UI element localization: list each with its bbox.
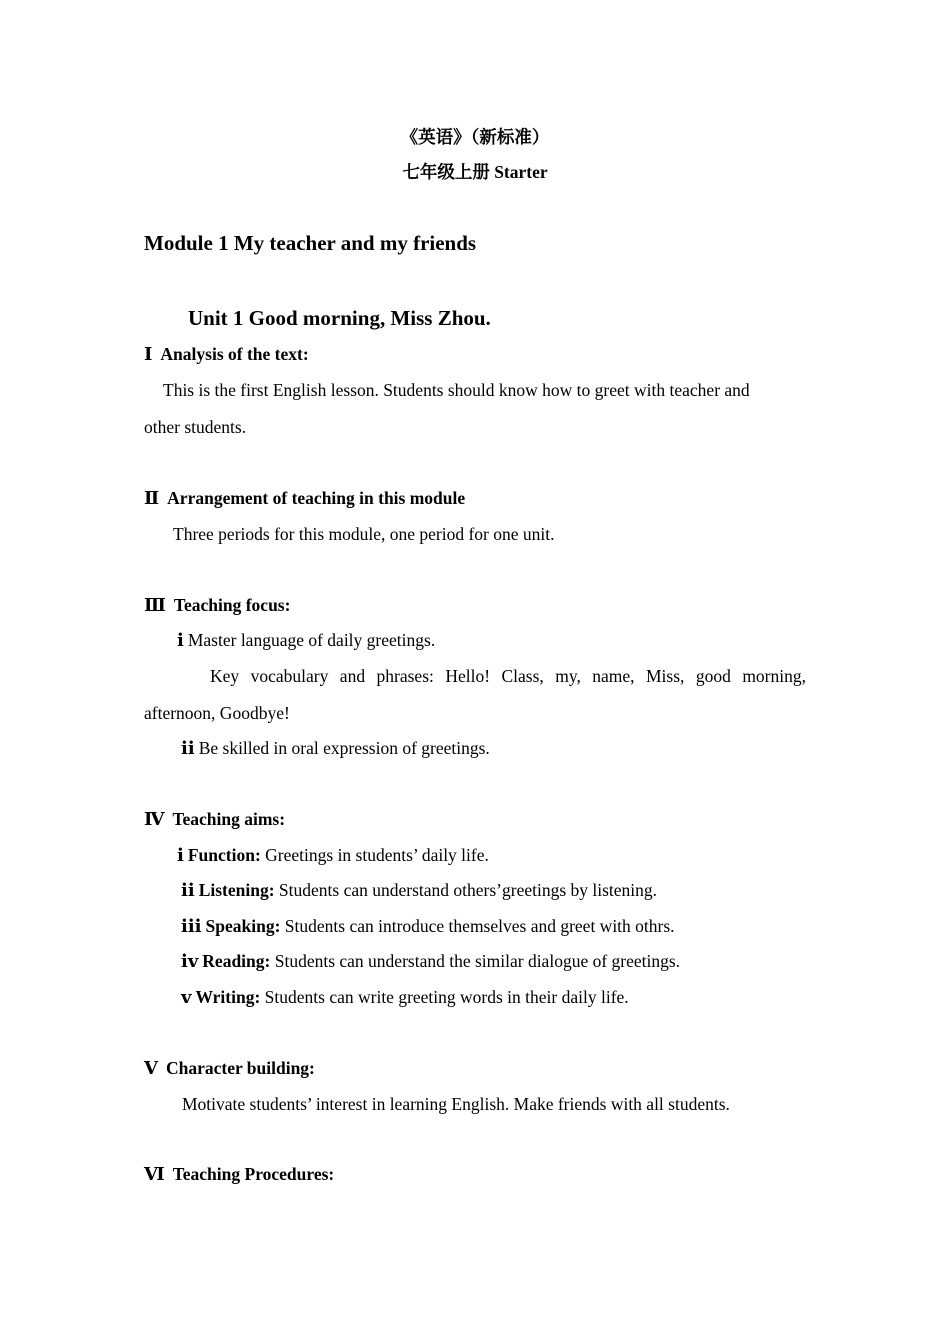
module-title: Module 1 My teacher and my friends: [144, 231, 477, 255]
aim-item: [181, 879, 657, 902]
focus-item-2-number: ⅱ: [181, 738, 195, 759]
focus-item-1-text: Master language of daily greetings.: [187, 630, 436, 650]
aim-item-number: ⅰ: [177, 845, 184, 866]
aim-item-number: ⅳ: [181, 951, 199, 972]
focus-item-2-text: Be skilled in oral expression of greetings.: [198, 738, 490, 758]
aim-item-label: Speaking:: [205, 916, 281, 936]
section-5-number: Ⅴ: [144, 1058, 158, 1079]
section-1-number: Ⅰ: [144, 344, 153, 365]
aim-item: [181, 915, 675, 938]
section-1-paragraph-line-1: This is the first English lesson. Students should know how to greet with teacher and: [163, 380, 750, 400]
aim-item: [181, 950, 680, 973]
section-4-heading: [144, 808, 285, 831]
section-2-number: Ⅱ: [144, 488, 160, 509]
section-3-heading: [144, 594, 290, 617]
section-2-paragraph: Three periods for this module, one period for one unit.: [173, 524, 555, 544]
aim-item-text: Greetings in students’ daily life.: [265, 845, 489, 865]
section-6-heading: [144, 1163, 334, 1186]
aim-item-text: Students can introduce themselves and greet with othrs.: [284, 916, 675, 936]
focus-item-2: [181, 737, 490, 760]
aim-item: [177, 844, 489, 867]
section-6-title: Teaching Procedures:: [172, 1164, 335, 1184]
book-title: 《英语》（新标准）: [400, 127, 550, 147]
section-5-paragraph: Motivate students’ interest in learning English. Make friends with all students.: [182, 1094, 730, 1114]
section-3-number: Ⅲ: [144, 595, 166, 616]
aim-item-number: ⅴ: [181, 987, 192, 1008]
grade-line: 七年级上册 Starter: [402, 162, 548, 182]
section-5-title: Character building:: [165, 1058, 315, 1078]
vocabulary-line-2: afternoon, Goodbye!: [144, 703, 290, 723]
aim-item-label: Function:: [187, 845, 261, 865]
aim-item: [181, 986, 629, 1009]
section-2-heading: [144, 487, 465, 510]
aim-item-number: ⅱ: [181, 880, 195, 901]
focus-item-1: [177, 629, 435, 652]
section-5-heading: [144, 1057, 315, 1080]
aim-item-text: Students can understand the similar dialogue of greetings.: [274, 951, 681, 971]
aim-item-label: Reading:: [202, 951, 271, 971]
aim-item-label: Listening:: [198, 880, 275, 900]
aim-item-label: Writing:: [195, 987, 261, 1007]
aim-item-text: Students can understand others’greetings by listening.: [278, 880, 658, 900]
section-6-number: Ⅵ: [144, 1164, 165, 1185]
aim-item-text: Students can write greeting words in their daily life.: [264, 987, 629, 1007]
section-3-title: Teaching focus:: [173, 595, 291, 615]
section-1-title: Analysis of the text:: [160, 344, 309, 364]
aim-item-number: ⅲ: [181, 916, 202, 937]
unit-title: Unit 1 Good morning, Miss Zhou.: [188, 306, 491, 330]
vocabulary-line-1: Key vocabulary and phrases: Hello! Class, my, name, Miss, good morning,: [210, 666, 806, 686]
section-1-paragraph-line-2: other students.: [144, 417, 247, 437]
focus-item-1-number: ⅰ: [177, 630, 184, 651]
section-2-title: Arrangement of teaching in this module: [167, 488, 466, 508]
section-1-heading: [144, 343, 309, 366]
section-4-number: Ⅳ: [144, 809, 165, 830]
section-4-title: Teaching aims:: [172, 809, 286, 829]
